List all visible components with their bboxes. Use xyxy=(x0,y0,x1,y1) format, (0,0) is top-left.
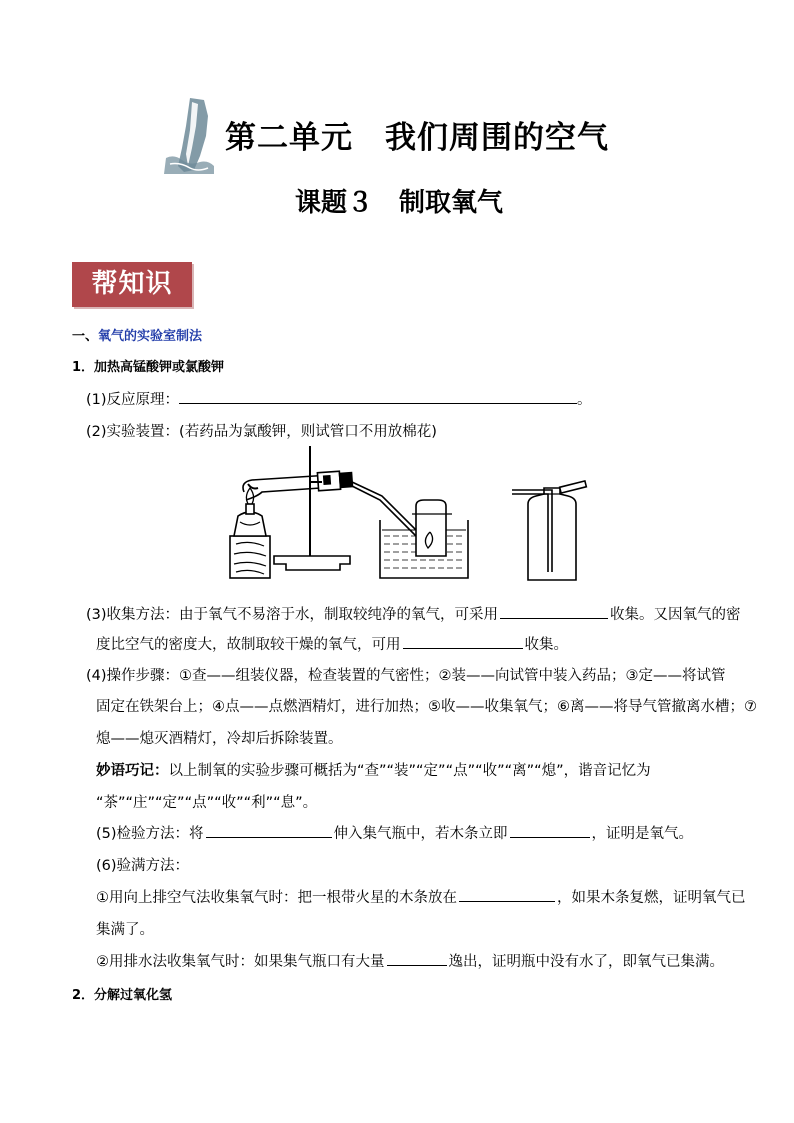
section-badge: 帮知识 xyxy=(72,262,192,307)
collection-method-line-2 xyxy=(96,633,568,654)
test-method-text-a: (5)检验方法：将 xyxy=(96,826,204,842)
collection-method-blank-1[interactable] xyxy=(500,604,608,619)
memory-tip-label: 妙语巧记： xyxy=(96,763,169,779)
test-method-blank-2[interactable] xyxy=(510,823,590,838)
steps-line-3: 熄——熄灭酒精灯，冷却后拆除装置。 xyxy=(96,731,343,747)
test-method-blank-1[interactable] xyxy=(206,823,332,838)
collection-method-text-d: 收集。 xyxy=(524,637,568,653)
reaction-principle-blank[interactable] xyxy=(179,389,577,404)
test-method-text-c: ，证明是氧气。 xyxy=(591,826,694,842)
test-method-line xyxy=(96,822,693,843)
full-check-water-blank[interactable] xyxy=(387,951,447,966)
test-method-text-b: 伸入集气瓶中，若木条立即 xyxy=(333,826,508,842)
steps-line-2: 固定在铁架台上；④点——点燃酒精灯，进行加热；⑤收——收集氧气；⑥离——将导气管撤离水槽；⑦ xyxy=(96,699,757,715)
apparatus-line: (2)实验装置：(若药品为氯酸钾，则试管口不用放棉花) xyxy=(86,424,437,440)
memory-tip-line-2: “茶”“庄”“定”“点”“收”“利”“息”。 xyxy=(96,795,318,811)
full-check-air-line-2: 集满了。 xyxy=(96,922,154,938)
full-check-water-text-b: 逸出，证明瓶中没有水了，即氧气已集满。 xyxy=(448,954,724,970)
full-check-water-text-a: ②用排水法收集氧气时：如果集气瓶口有大量 xyxy=(96,954,385,970)
reaction-principle-line xyxy=(86,388,592,409)
part2-title: 2．分解过氧化氢 xyxy=(72,988,173,1003)
full-check-air-line-1 xyxy=(96,886,746,907)
collection-method-text-a: (3)收集方法：由于氧气不易溶于水，制取较纯净的氧气，可采用 xyxy=(86,607,499,623)
reaction-principle-label: (1)反应原理： xyxy=(86,392,180,408)
apparatus-diagram xyxy=(222,444,592,584)
memory-tip-text-a: 以上制氧的实验步骤可概括为“查”“装”“定”“点”“收”“离”“熄”，谐音记忆为 xyxy=(168,763,651,779)
steps-line-1: (4)操作步骤：①查——组装仪器，检查装置的气密性；②装——向试管中装入药品；③定——将试管 xyxy=(86,668,726,684)
section-number: 一、 xyxy=(72,329,99,344)
reaction-principle-end: 。 xyxy=(577,392,592,408)
collection-method-line-1 xyxy=(86,603,741,624)
part1-title: 1．加热高锰酸钾或氯酸钾 xyxy=(72,360,225,375)
collection-method-blank-2[interactable] xyxy=(403,634,523,649)
section-title: 氧气的实验室制法 xyxy=(98,329,203,344)
section-heading xyxy=(72,325,202,344)
full-check-air-text-b: ，如果木条复燃，证明氧气已 xyxy=(557,890,746,906)
full-check-air-blank[interactable] xyxy=(459,887,555,902)
collection-method-text-b: 收集。又因氧气的密 xyxy=(610,607,741,623)
full-check-heading: (6)验满方法： xyxy=(96,858,190,874)
collection-method-text-c: 度比空气的密度大，故制取较干燥的氧气，可用 xyxy=(96,637,401,653)
memory-tip-line-1 xyxy=(96,759,651,780)
unit-title: 第二单元 我们周围的空气 xyxy=(225,120,609,156)
full-check-water-line xyxy=(96,950,724,971)
lesson-title: 课题３ 制取氧气 xyxy=(294,188,503,218)
full-check-air-text-a: ①用向上排空气法收集氧气时：把一根带火星的木条放在 xyxy=(96,890,457,906)
